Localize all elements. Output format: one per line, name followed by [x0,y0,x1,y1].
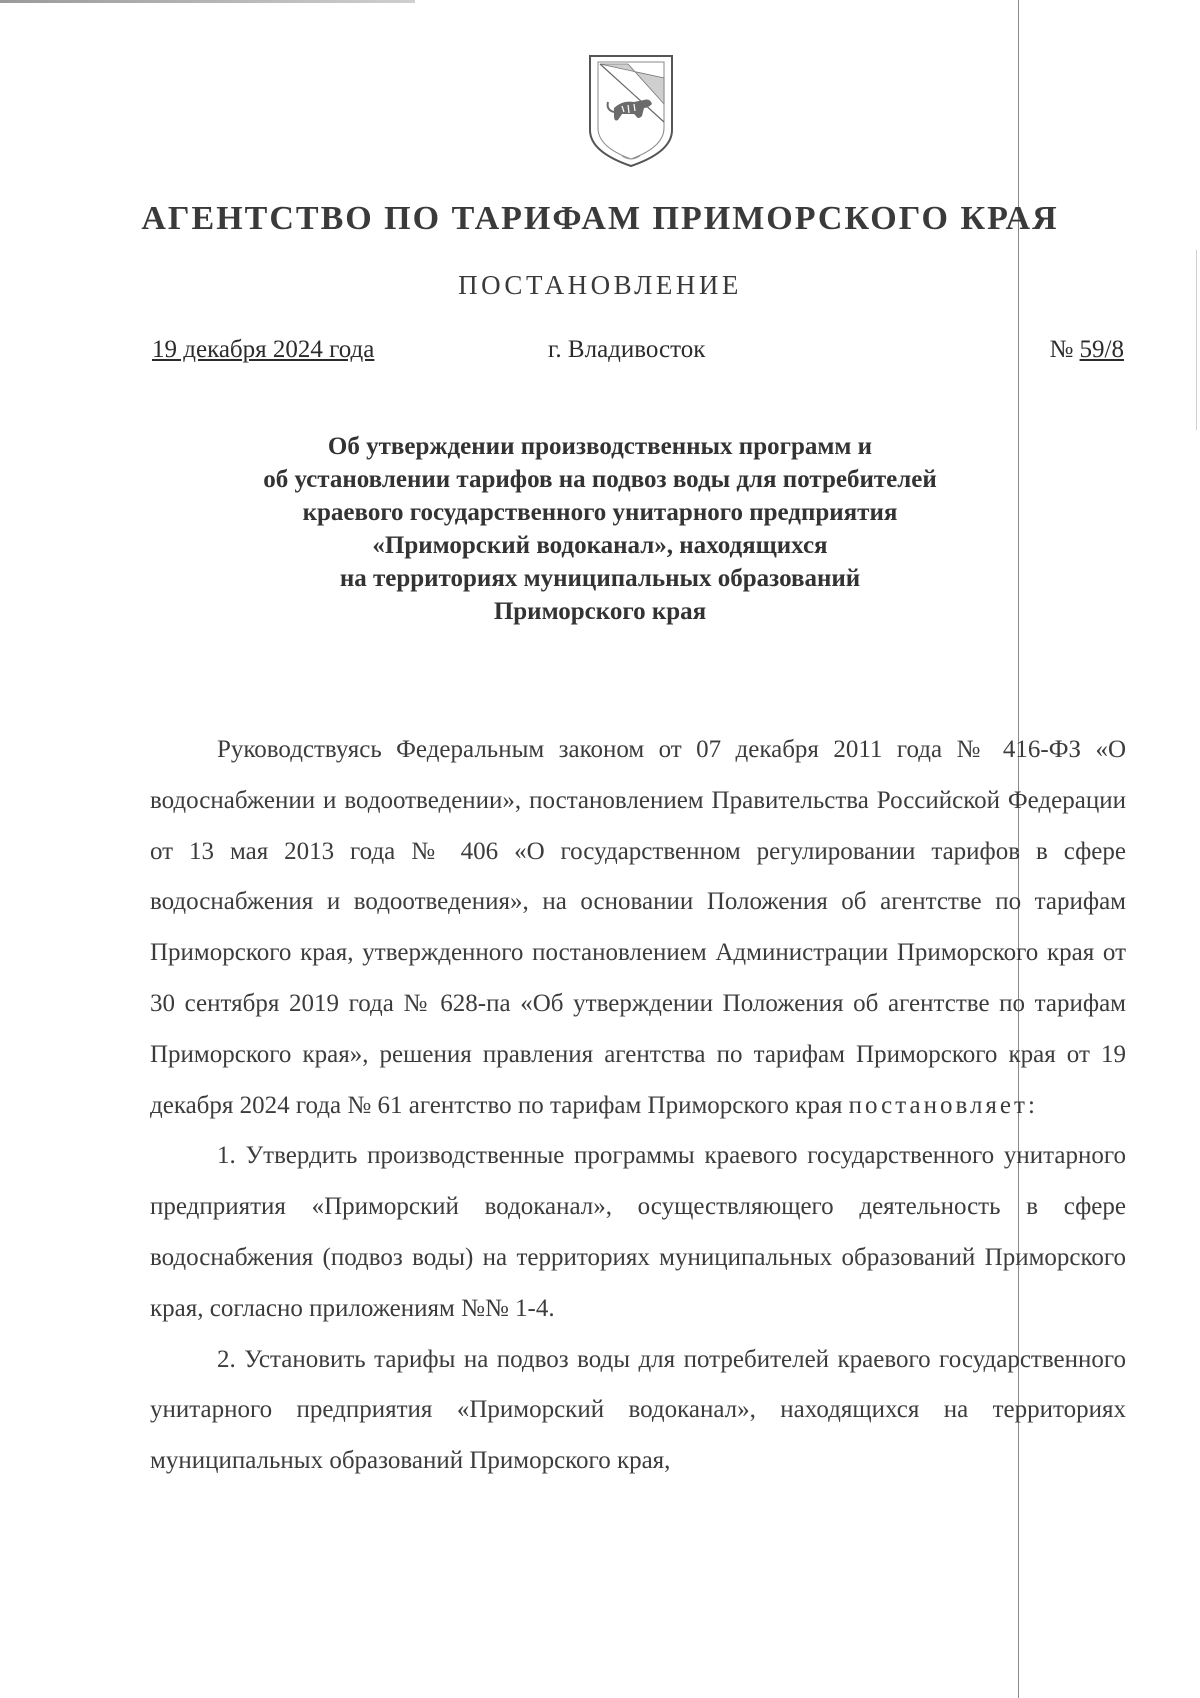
coat-of-arms-icon [578,52,684,172]
preamble-text: Руководствуясь Федеральным законом от 07 декабря 2011 года № 416-ФЗ «О водоснабжении и водоотведении», постановлением Правительства Российской Федерации от 13 мая 2013 года № 406 «О государственном регулировании тарифов в сфере водоснабжения и водоотведения», на основании Положения об агентстве по тарифам Приморского края, утвержденного постановлением Администрации Приморского края от 30 сентября 2019 года № 628-па «Об утверждении Положения об агентстве по тарифам Приморского края», решения правления агентства по тарифам Приморского края от 19 декабря 2024 года № 61 агентство по тарифам Приморского края [150,736,1126,1119]
document-number [1049,336,1124,364]
preamble-paragraph [150,725,1126,1131]
subject-line: Приморского края [493,598,707,625]
document-body [150,725,1126,1487]
item-2-paragraph: 2. Установить тарифы на подвоз воды для потребителей краевого государственного унитарного предприятия «Приморский водоканал», находящихся на территориях муниципальных образований Приморского края, [150,1345,1126,1475]
document-number-value: 59/8 [1079,336,1124,363]
subject-line: «Приморский водоканал», находящихся [372,532,828,559]
scan-artifact-top [0,0,415,3]
subject-line: об установлении тарифов на подвоз воды для потребителей [263,466,937,493]
subject-line: краевого государственного унитарного предприятия [302,499,898,526]
document-city: г. Владивосток [548,336,706,363]
subject-line: Об утверждении производственных программ и [327,433,873,460]
subject-line: на территориях муниципальных образований [339,565,861,592]
document-number-prefix: № [1049,336,1080,363]
agency-name: АГЕНТСТВО ПО ТАРИФАМ ПРИМОРСКОГО КРАЯ [141,200,1059,237]
document-type: ПОСТАНОВЛЕНИЕ [458,270,742,300]
document-date: 19 декабря 2024 года [152,336,375,363]
item-1-paragraph: 1. Утвердить производственные программы краевого государственного унитарного предприятия «Приморский водоканал», осуществляющего деятельность в сфере водоснабжения (подвоз воды) на территориях муниципальных образований Приморского края, согласно приложениям №№ 1-4. [150,1142,1126,1322]
document-subject [150,430,1050,628]
decree-word: постановляет: [848,1091,1038,1119]
